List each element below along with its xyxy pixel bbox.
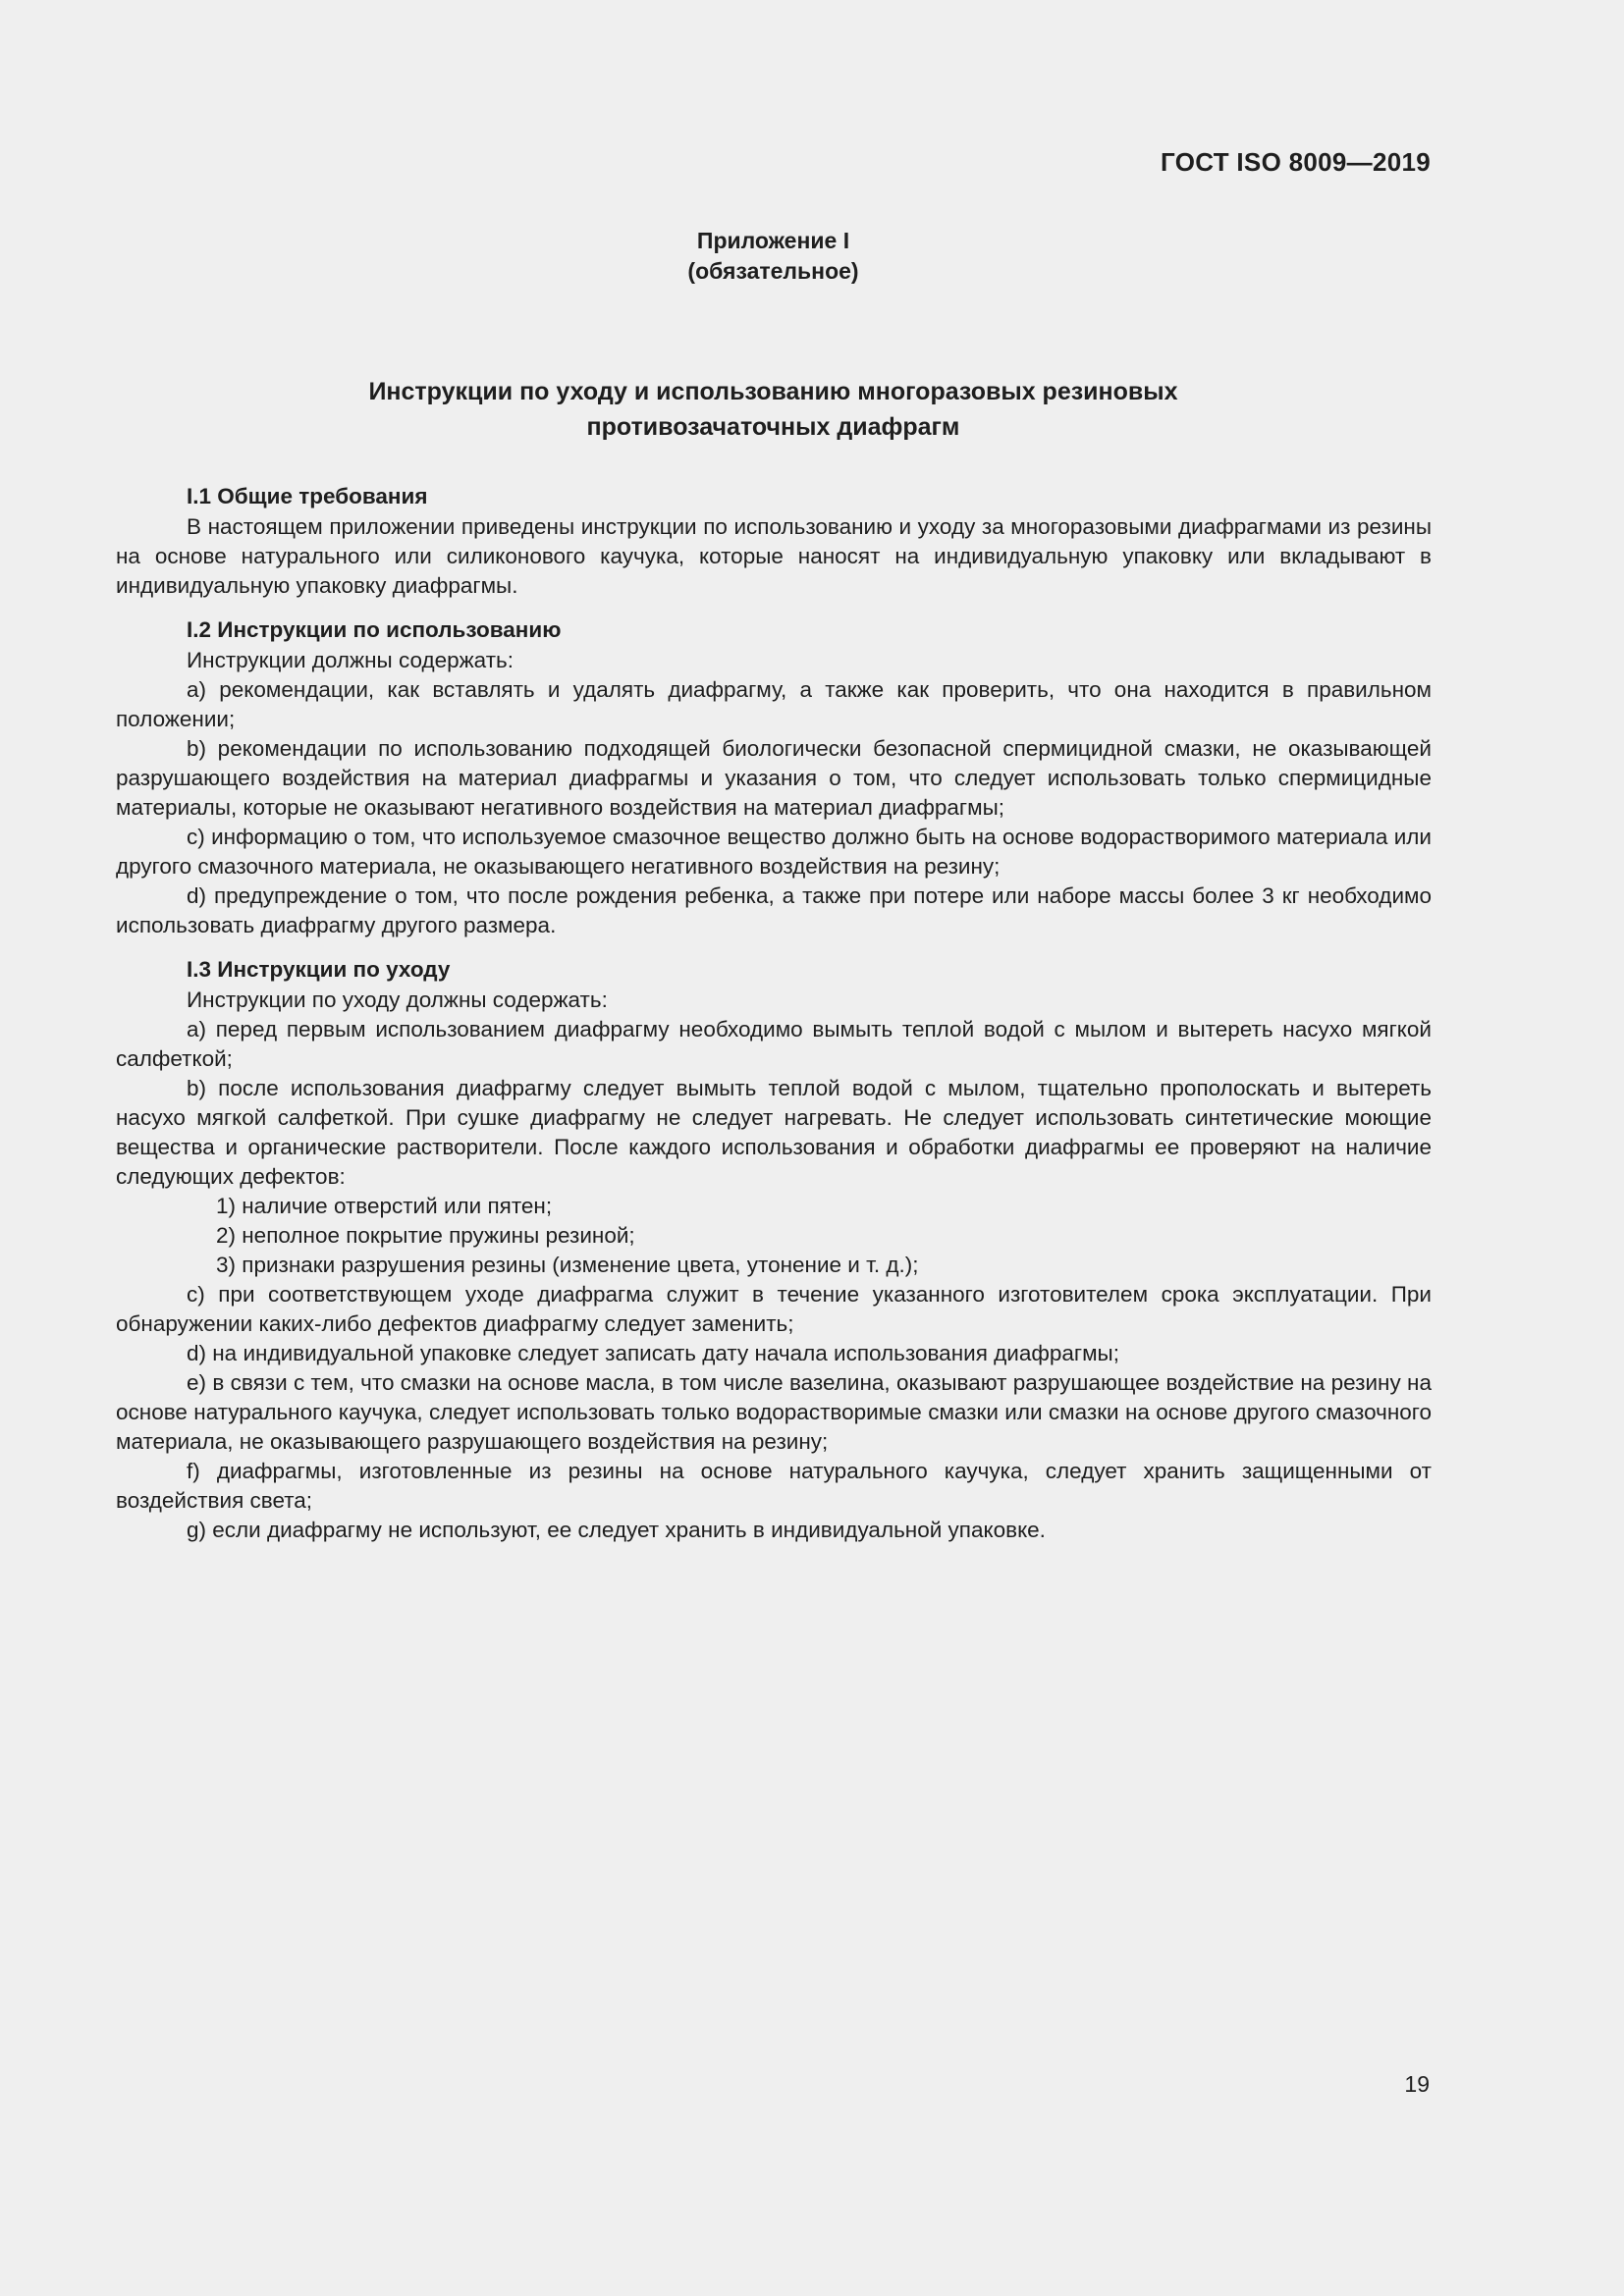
sub-list-item: 1) наличие отверстий или пятен;: [216, 1194, 553, 1218]
page-number: 19: [1404, 2071, 1430, 2097]
annex-heading: [0, 226, 1546, 287]
page-title-line-1: Инструкции по уходу и использованию многоразовых резиновых: [368, 378, 1178, 405]
list-item: с) информацию о том, что используемое смазочное вещество должно быть на основе водорастворимого материала или другого смазочного материала, не оказывающего негативного воздействия на резину;: [116, 825, 1432, 879]
document-code: ГОСТ ISO 8009—2019: [1161, 147, 1431, 177]
list-item: b) после использования диафрагму следует вымыть теплой водой с мылом, тщательно прополоскать и вытереть насухо мягкой салфеткой. При сушке диафрагму не следует нагревать. Не следует использовать синтетические моющие вещества и органические растворители. После каждого использования и обработки диафрагмы ее проверяют на наличие следующих дефектов:: [116, 1076, 1432, 1189]
paragraph-intro: Инструкции должны содержать:: [187, 648, 514, 672]
list-item: d) на индивидуальной упаковке следует записать дату начала использования диафрагмы;: [187, 1341, 1119, 1365]
list-item: f) диафрагмы, изготовленные из резины на основе натурального каучука, следует хранить защищенными от воздействия света;: [116, 1459, 1432, 1513]
page-title-line-2: противозачаточных диафрагм: [586, 413, 960, 441]
annex-status: (обязательное): [687, 258, 859, 284]
list-item: а) рекомендации, как вставлять и удалять диафрагму, а также как проверить, что она находится в правильном положении;: [116, 677, 1432, 731]
list-item: d) предупреждение о том, что после рождения ребенка, а также при потере или наборе массы более 3 кг необходимо использовать диафрагму другого размера.: [116, 883, 1432, 937]
list-item: с) при соответствующем уходе диафрагма служит в течение указанного изготовителем срока эксплуатации. При обнаружении каких-либо дефектов диафрагму следует заменить;: [116, 1282, 1432, 1336]
section-heading-usage: I.2 Инструкции по использованию: [187, 617, 562, 642]
annex-title: Приложение I: [696, 228, 850, 253]
paragraph-intro: Инструкции по уходу должны содержать:: [187, 988, 608, 1012]
section-heading-care: I.3 Инструкции по уходу: [187, 957, 451, 982]
section-heading-general: I.1 Общие требования: [187, 484, 428, 508]
list-item: е) в связи с тем, что смазки на основе масла, в том числе вазелина, оказывают разрушающее воздействие на резину на основе натурального каучука, следует использовать только водорастворимые смазки или смазки на основе другого смазочного материала, не оказывающего разрушающего воздействия на резину;: [116, 1370, 1432, 1454]
sub-list-item: 2) неполное покрытие пружины резиной;: [216, 1223, 635, 1248]
document-body: [116, 481, 1432, 1545]
paragraph: В настоящем приложении приведены инструкции по использованию и уходу за многоразовыми диафрагмами из резины на основе натурального или силиконового каучука, которые наносят на индивидуальную упаковку или вкладывают в индивидуальную упаковку диафрагмы.: [116, 514, 1432, 598]
list-item: g) если диафрагму не используют, ее следует хранить в индивидуальной упаковке.: [187, 1518, 1046, 1542]
sub-list-item: 3) признаки разрушения резины (изменение цвета, утонение и т. д.);: [216, 1253, 919, 1277]
page-title: [0, 374, 1546, 445]
list-item: b) рекомендации по использованию подходящей биологически безопасной спермицидной смазки, не оказывающей разрушающего воздействия на материал диафрагмы и указания о том, что следует использовать только спермицидные материалы, которые не оказывают негативного воздействия на материал диафрагмы;: [116, 736, 1432, 820]
list-item: а) перед первым использованием диафрагму необходимо вымыть теплой водой с мылом и вытереть насухо мягкой салфеткой;: [116, 1017, 1432, 1071]
